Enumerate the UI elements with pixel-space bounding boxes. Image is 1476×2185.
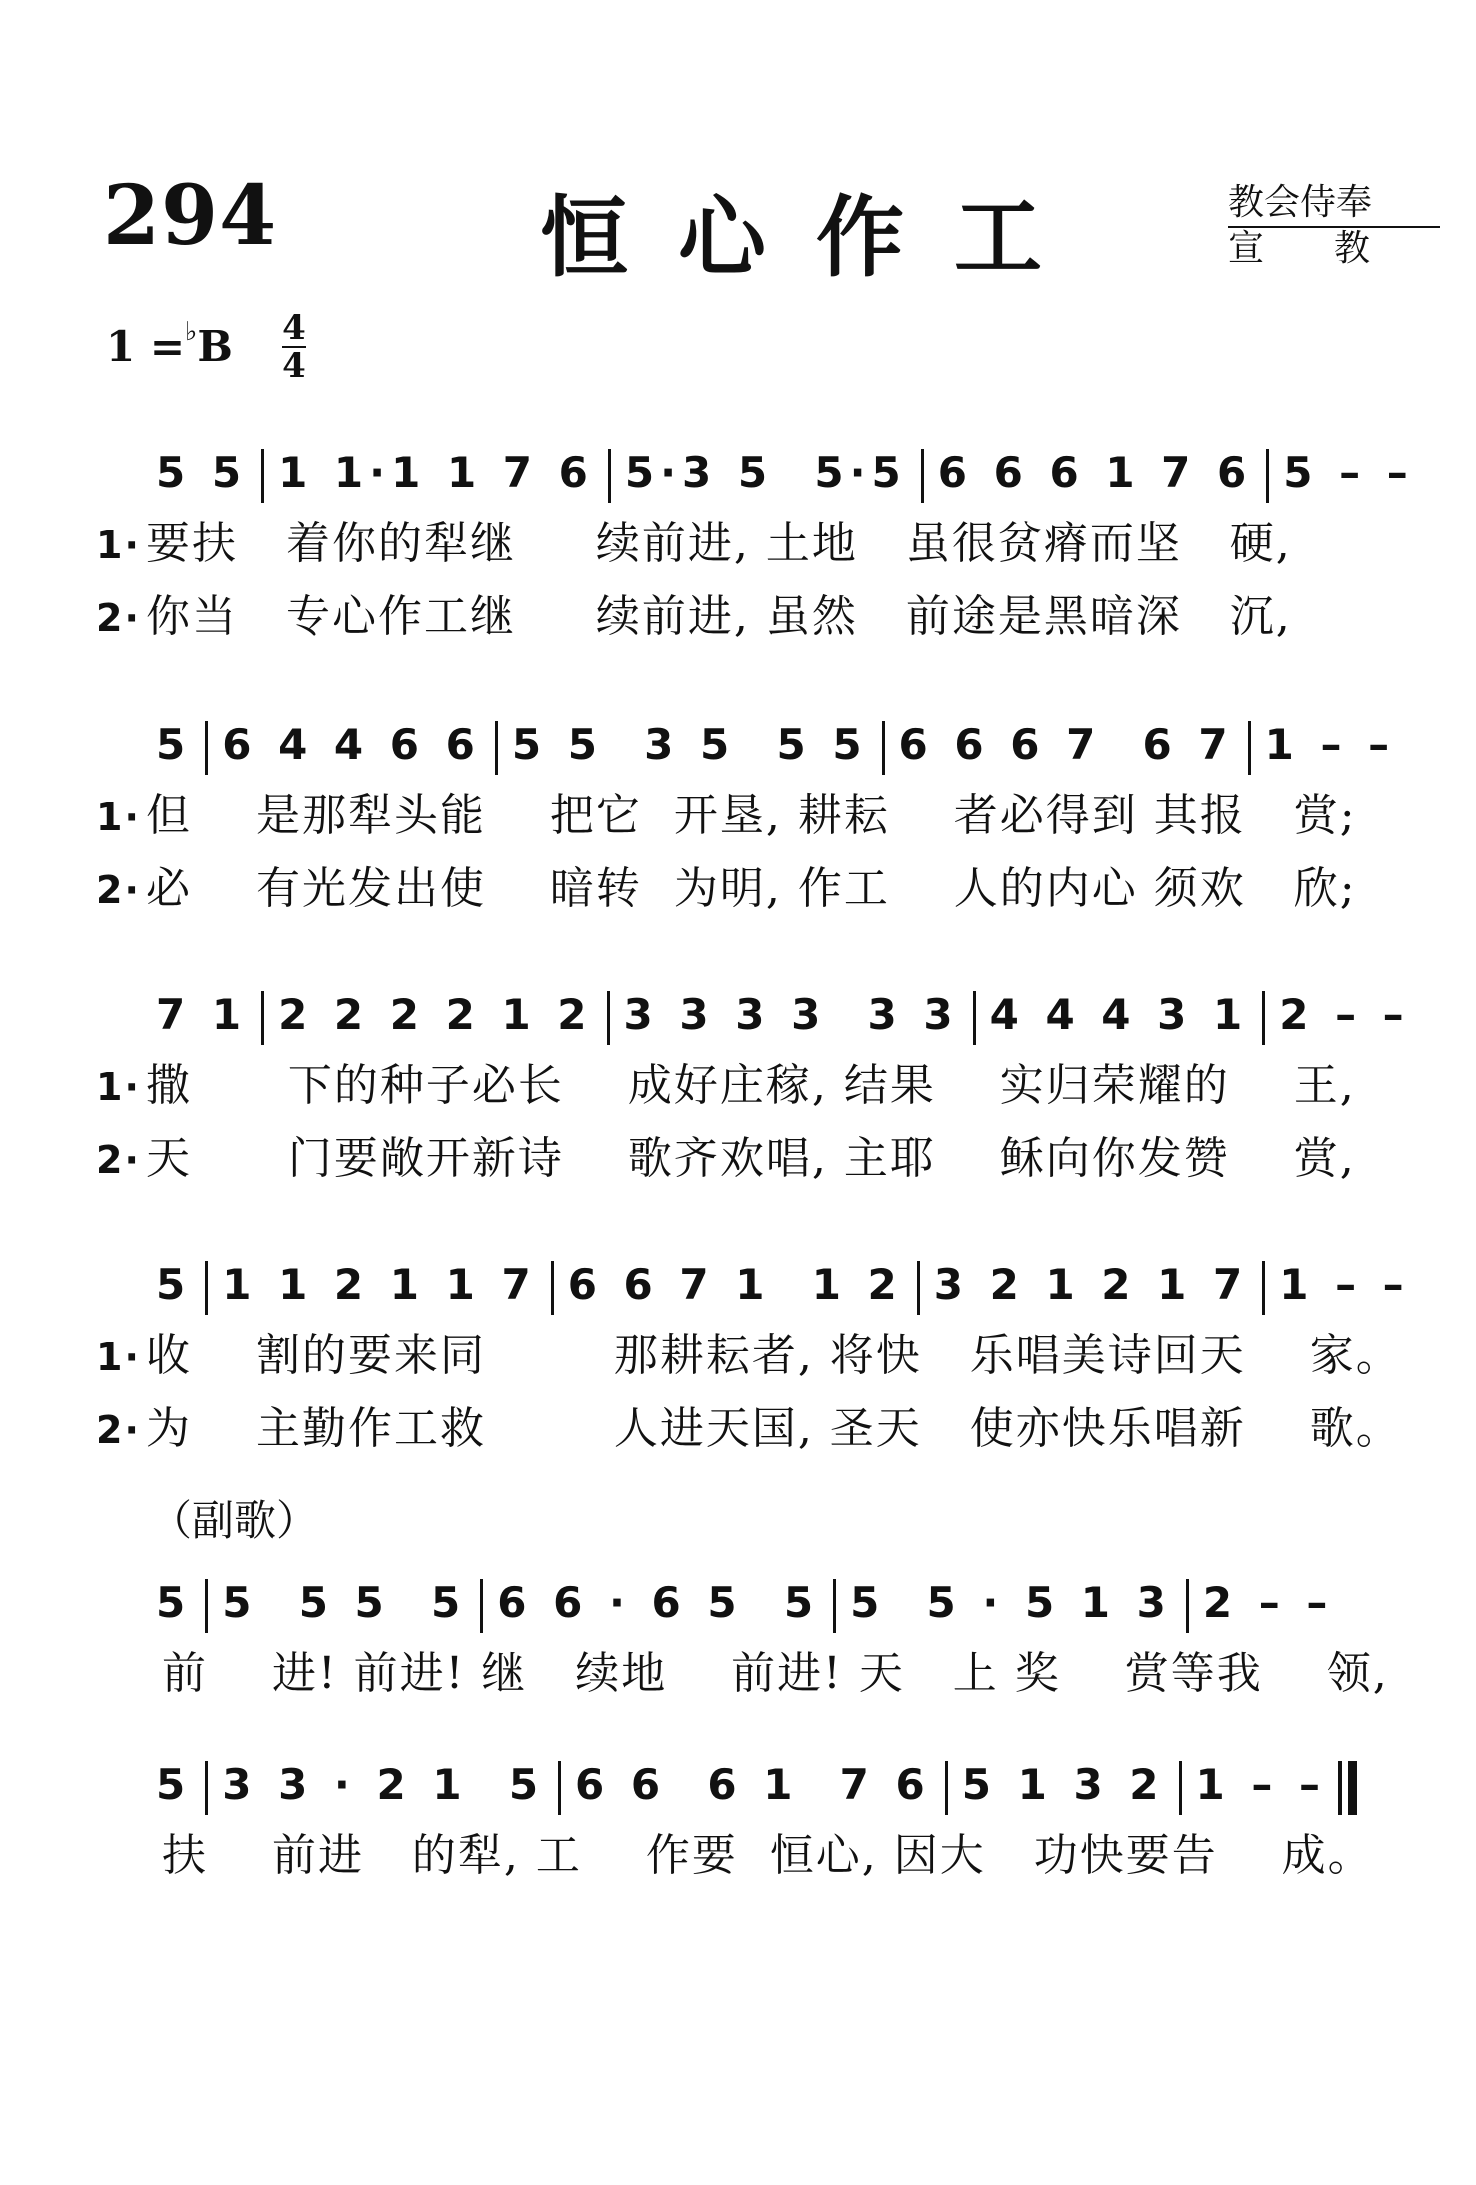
measure: 5 – – (1283, 448, 1414, 497)
time-signature (282, 310, 306, 384)
measure: 1 – – (1195, 1760, 1326, 1809)
lyric-text: 为 主勤作工救 人进天国, 圣天 使亦快乐唱新 歌。 (146, 1403, 1402, 1454)
time-signature-top: 4 (282, 308, 306, 348)
chorus-system-2 (96, 1750, 1386, 1892)
lyric-verse-2 (96, 1123, 1386, 1196)
lyric-text: 但 是那犁头能 把它 开垦, 耕耘 者必得到 其报 赏; (146, 790, 1357, 841)
barline (608, 449, 611, 503)
barline (558, 1761, 561, 1815)
barline (945, 1761, 948, 1815)
category-label (1228, 182, 1440, 270)
lyric-verse-2 (96, 853, 1386, 926)
notes-line (96, 1568, 1386, 1638)
barline (917, 1261, 920, 1315)
barline (921, 449, 924, 503)
barline (1248, 721, 1251, 775)
measure: 3 2 1 2 1 7 (933, 1260, 1249, 1309)
measure: 7 1 (156, 990, 248, 1039)
category-line-2: 宣教 (1228, 228, 1441, 269)
lyric-verse-2 (96, 1393, 1402, 1466)
measure: 5 (156, 1578, 192, 1627)
time-signature-bottom: 4 (282, 346, 306, 386)
verse-number: 1· (96, 1065, 141, 1109)
lyric-text: 要扶 着你的犁继 续前进, 土地 虽很贫瘠而坚 硬, (146, 518, 1292, 569)
measure: 3 3 3 3 3 3 (623, 990, 959, 1039)
measure: 5 5 5 5 (222, 1578, 467, 1627)
final-barline-thick (1348, 1761, 1357, 1815)
chorus-system-1 (96, 1568, 1389, 1710)
barline (1186, 1579, 1189, 1633)
measure: 6 6 6 1 7 6 (937, 448, 1253, 497)
lyric-verse-1 (96, 1050, 1386, 1123)
barline (1262, 1261, 1265, 1315)
measure: 1 – – (1264, 720, 1396, 769)
category-line-1: 教会侍奉 (1228, 182, 1440, 228)
measure: 1 1 2 1 1 7 (222, 1260, 537, 1309)
barline (205, 721, 208, 775)
chorus-lyric: 扶 前进 的犁, 工 作要 恒心, 因大 功快要告 成。 (162, 1830, 1374, 1881)
measure: 6 6 7 1 1 2 (567, 1260, 903, 1309)
measure: 1 1·1 1 7 6 (278, 448, 594, 497)
lyric-text: 你当 专心作工继 续前进, 虽然 前途是黑暗深 沉, (146, 591, 1292, 642)
notes-line (96, 438, 1414, 508)
measure: 5 5 3 5 5 5 (511, 720, 868, 769)
measure: 6 6 6 1 7 6 (575, 1760, 931, 1809)
barline (261, 449, 264, 503)
music-system-2 (96, 710, 1396, 926)
verse-number: 2· (96, 596, 141, 640)
chorus-lyric: 前 进! 前进! 继 续地 前进! 天 上 奖 赏等我 领, (162, 1648, 1389, 1699)
notes-line (96, 1750, 1386, 1820)
notes-line (96, 710, 1396, 780)
final-barline-thin (1338, 1761, 1342, 1815)
lyric-verse-1 (96, 508, 1386, 581)
measure: 5·3 5 5·5 (624, 448, 907, 497)
measure: 6 6 · 6 5 5 (497, 1578, 820, 1627)
measure: 1 – – (1279, 1260, 1410, 1309)
music-system-3 (96, 980, 1410, 1196)
key-note: B (197, 322, 233, 371)
lyric-text: 撒 下的种子必长 成好庄稼, 结果 实归荣耀的 王, (146, 1060, 1356, 1111)
measure: 4 4 4 3 1 (989, 990, 1249, 1039)
barline (205, 1579, 208, 1633)
chorus-label: （副歌） (150, 1496, 319, 1545)
verse-number: 2· (96, 1408, 141, 1452)
barline (205, 1761, 208, 1815)
barline (551, 1261, 554, 1315)
measure: 5 (156, 720, 192, 769)
measure: 5 5 · 5 1 3 (850, 1578, 1172, 1627)
measure: 5 (156, 1260, 192, 1309)
verse-number: 1· (96, 1335, 141, 1379)
verse-number: 1· (96, 523, 141, 567)
hymn-number: 294 (103, 168, 278, 264)
measure: 2 – – (1279, 990, 1410, 1039)
barline (833, 1579, 836, 1633)
measure: 5 1 3 2 (961, 1760, 1165, 1809)
notes-line (96, 980, 1410, 1050)
barline (1262, 991, 1265, 1045)
barline (205, 1261, 208, 1315)
barline (1266, 449, 1269, 503)
measure: 2 2 2 2 1 2 (278, 990, 593, 1039)
lyric-verse-1 (96, 780, 1386, 853)
key-signature (106, 317, 233, 371)
measure: 3 3 · 2 1 5 (222, 1760, 545, 1809)
lyric-verse-1 (96, 1320, 1402, 1393)
measure: 2 – – (1202, 1578, 1334, 1627)
measure: 5 5 (156, 448, 248, 497)
music-system-4 (96, 1250, 1410, 1466)
barline (495, 721, 498, 775)
flat-sign: ♭ (185, 317, 198, 347)
hymn-title: 恒心作工 (540, 185, 1093, 289)
verse-number: 2· (96, 868, 141, 912)
barline (882, 721, 885, 775)
lyric-text: 必 有光发出使 暗转 为明, 作工 人的内心 须欢 欣; (146, 863, 1357, 914)
lyric-verse-2 (96, 581, 1386, 654)
barline (1179, 1761, 1182, 1815)
verse-number: 2· (96, 1138, 141, 1182)
lyric-text: 收 割的要来同 那耕耘者, 将快 乐唱美诗回天 家。 (146, 1330, 1402, 1381)
lyric-text: 天 门要敞开新诗 歌齐欢唱, 主耶 稣向你发赞 赏, (146, 1133, 1356, 1184)
barline (607, 991, 610, 1045)
measure: 5 (156, 1760, 192, 1809)
key-prefix: 1 = (106, 322, 186, 371)
measure: 6 6 6 7 6 7 (898, 720, 1234, 769)
barline (261, 991, 264, 1045)
barline (973, 991, 976, 1045)
measure: 6 4 4 6 6 (222, 720, 481, 769)
music-system-1 (96, 438, 1414, 654)
verse-number: 1· (96, 795, 141, 839)
notes-line (96, 1250, 1410, 1320)
barline (480, 1579, 483, 1633)
